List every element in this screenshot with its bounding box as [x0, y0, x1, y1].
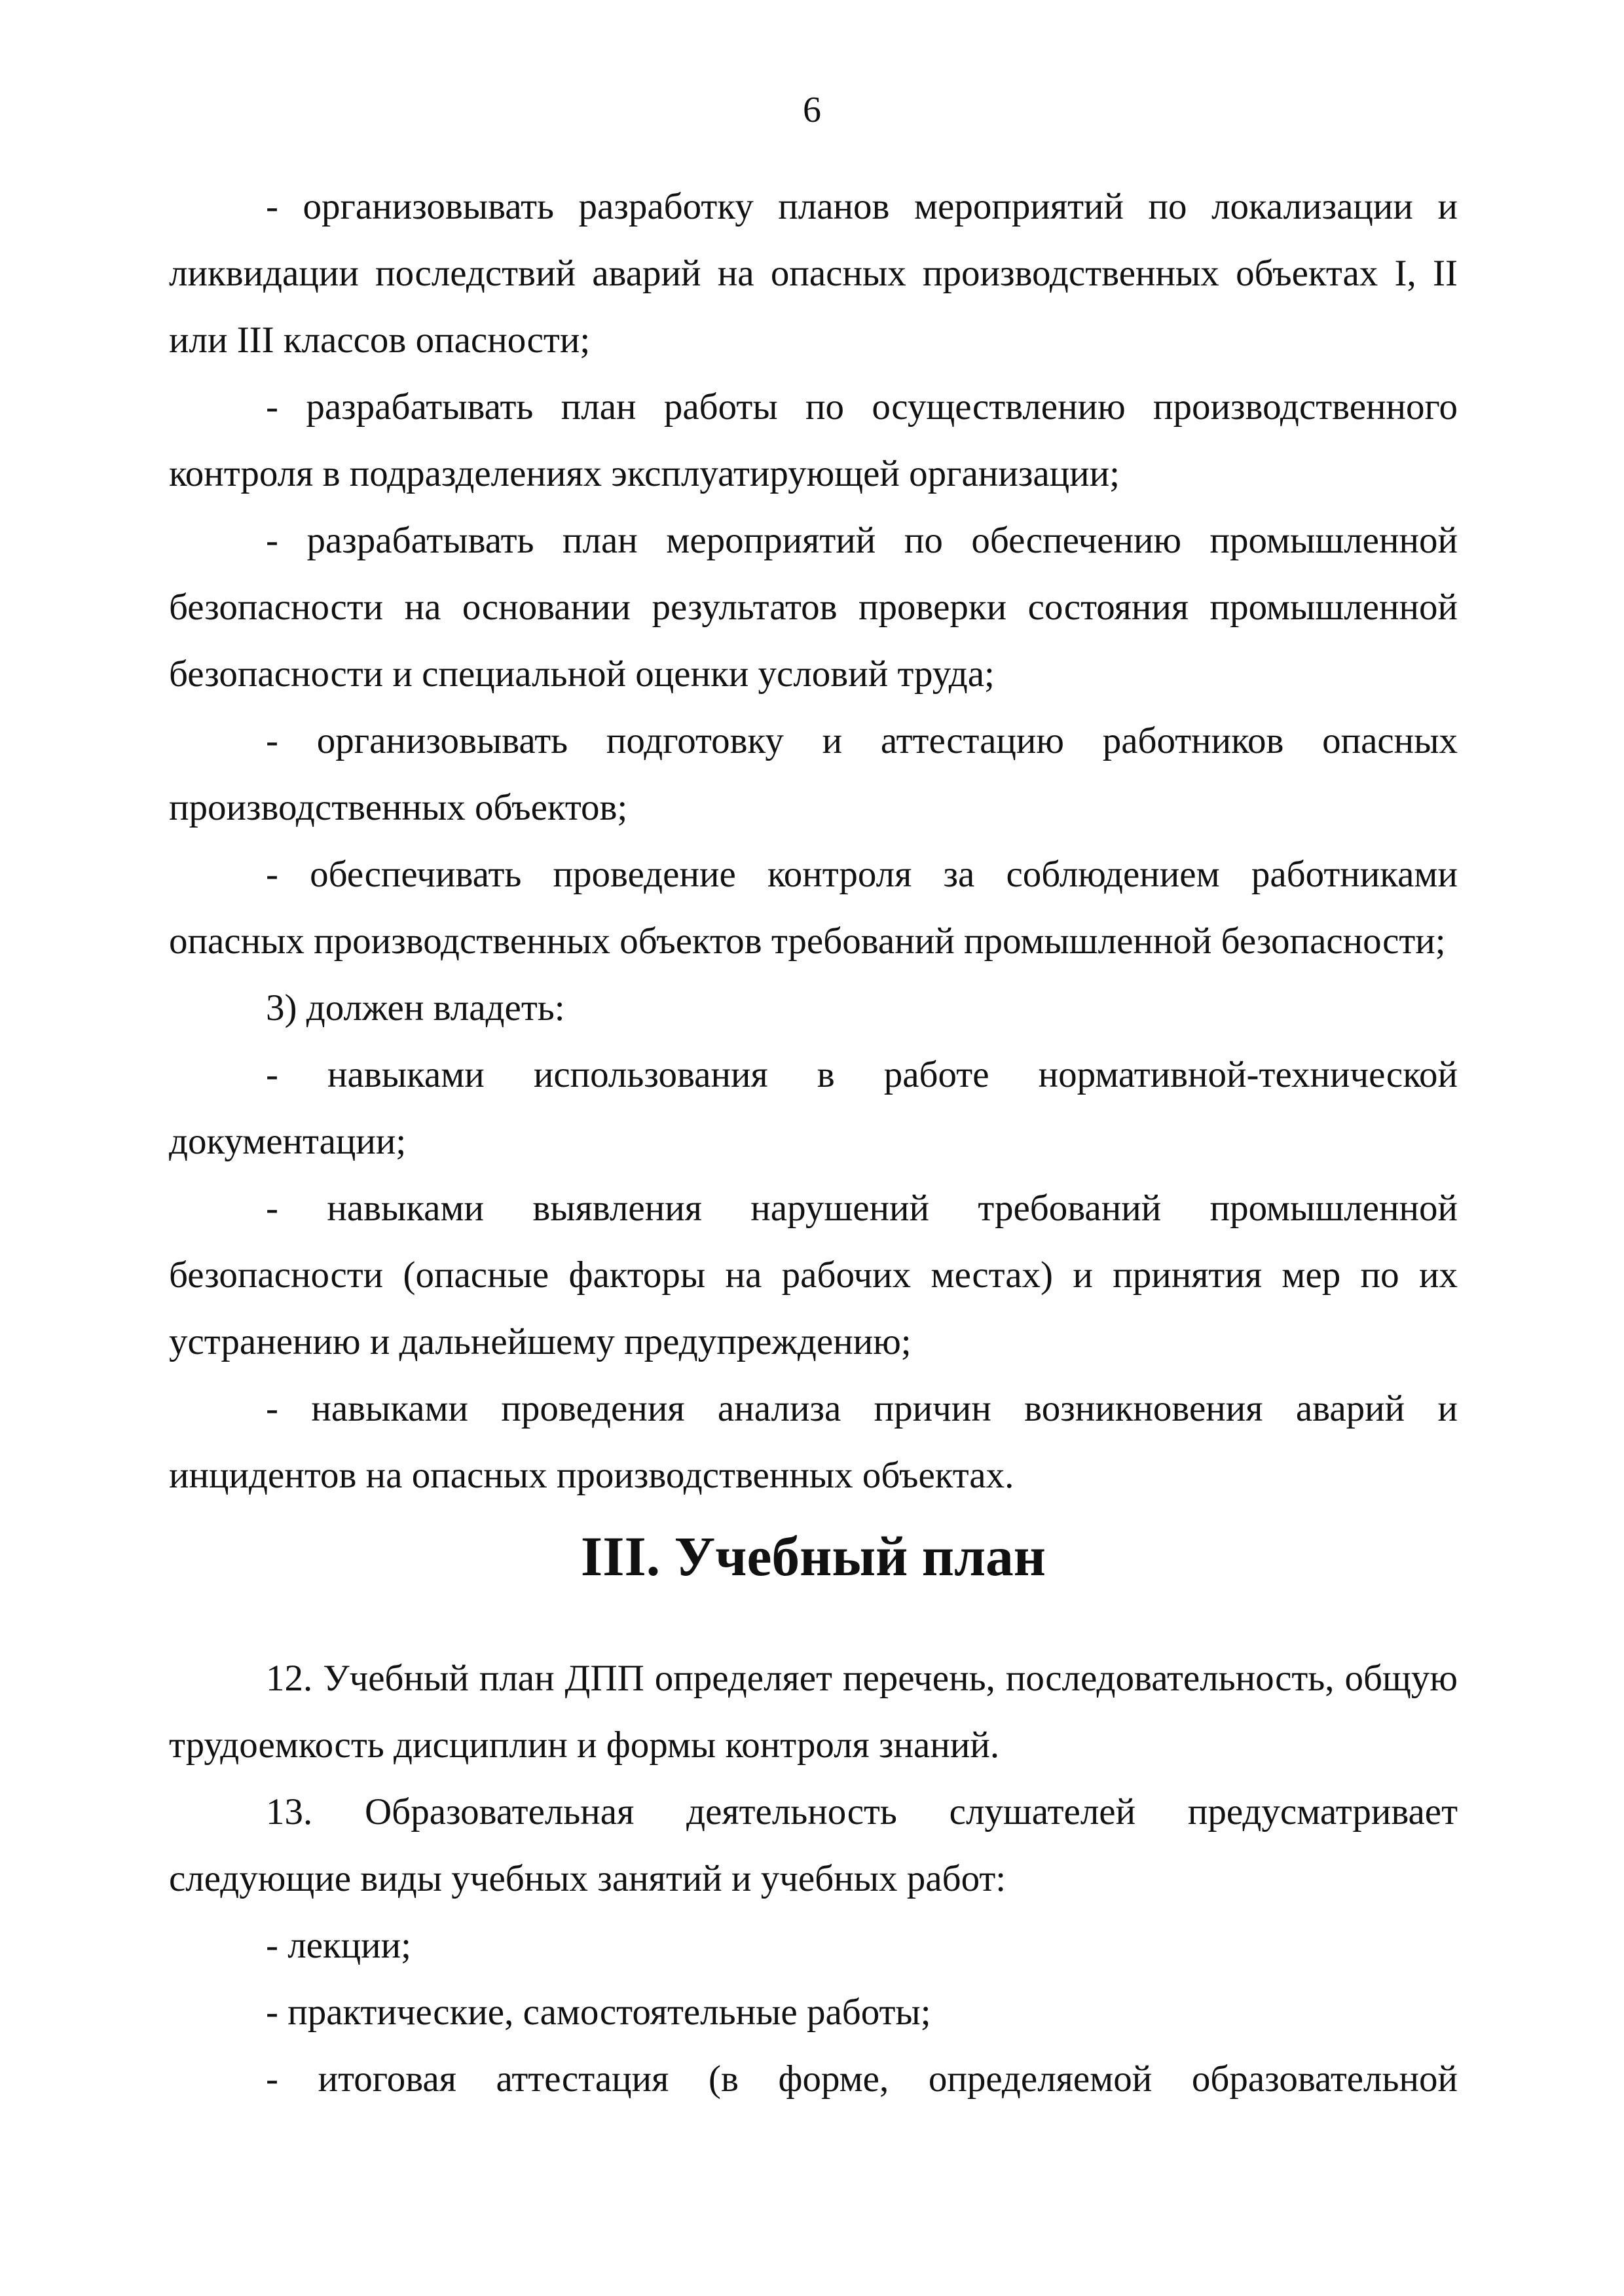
section-heading: III. Учебный план	[580, 1526, 1046, 1588]
list-item: - практические, самостоятельные работы;	[266, 1992, 931, 2033]
list-item: - лекции;	[266, 1925, 412, 1966]
paragraph: - навыками проведения анализа причин возникновения аварий и инцидентов на опасных производственных объектах.	[169, 1388, 1458, 1496]
paragraph: 3) должен владеть:	[266, 987, 565, 1029]
paragraph: - навыками использования в работе нормативной-технической документации;	[169, 1054, 1458, 1162]
paragraph: - разрабатывать план мероприятий по обеспечению промышленной безопасности на основании результатов проверки состояния промышленной безопасности и специальной оценки условий труда;	[169, 520, 1458, 695]
paragraph: - организовывать подготовку и аттестацию работников опасных производственных объектов;	[169, 720, 1458, 828]
page-number: 6	[803, 90, 821, 130]
paragraph: - обеспечивать проведение контроля за соблюдением работниками опасных производственных объектов требований промышленной безопасности;	[169, 854, 1458, 962]
paragraph: - навыками выявления нарушений требований промышленной безопасности (опасные факторы на рабочих местах) и принятия мер по их устранению и дальнейшему предупреждению;	[169, 1188, 1458, 1362]
paragraph: 13. Образовательная деятельность слушателей предусматривает следующие виды учебных занятий и учебных работ:	[169, 1791, 1458, 1899]
list-item: - итоговая аттестация (в форме, определяемой образовательной	[266, 2058, 1458, 2100]
paragraph: - организовывать разработку планов мероприятий по локализации и ликвидации последствий аварий на опасных производственных объектах I, II или III классов опасности;	[169, 186, 1458, 361]
paragraph: - разрабатывать план работы по осуществлению производственного контроля в подразделениях эксплуатирующей организации;	[169, 386, 1458, 494]
paragraph: 12. Учебный план ДПП определяет перечень, последовательность, общую трудоемкость дисциплин и формы контроля знаний.	[169, 1658, 1458, 1766]
document-body	[169, 173, 1458, 2113]
